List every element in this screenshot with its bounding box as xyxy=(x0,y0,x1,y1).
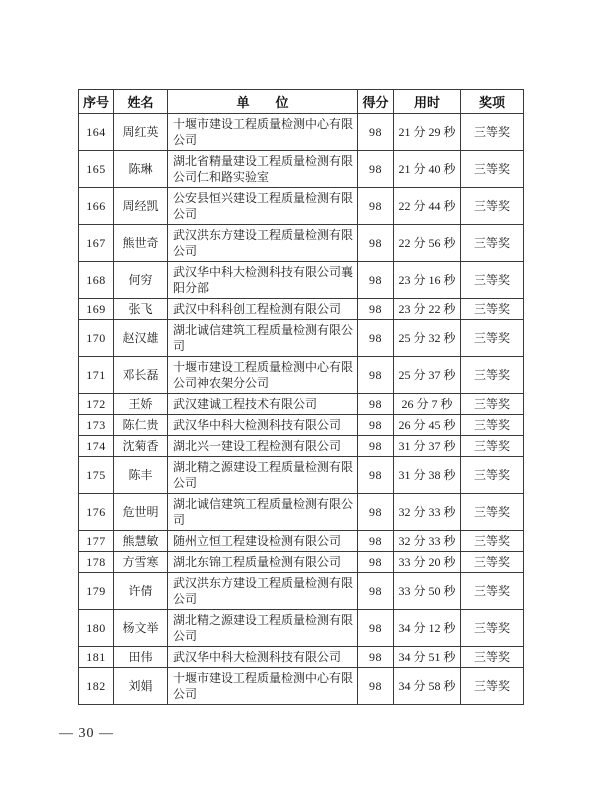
cell-name: 田伟 xyxy=(114,647,168,668)
cell-name: 方雪寒 xyxy=(114,552,168,573)
cell-unit: 武汉华中科大检测科技有限公司 xyxy=(168,415,358,436)
cell-time: 25 分 32 秒 xyxy=(394,320,461,357)
cell-unit: 湖北诚信建筑工程质量检测有限公司 xyxy=(168,320,358,357)
cell-name: 陈仁贵 xyxy=(114,415,168,436)
table-row xyxy=(79,262,524,299)
cell-name: 邓长磊 xyxy=(114,357,168,394)
cell-no: 182 xyxy=(79,668,114,705)
cell-name: 危世明 xyxy=(114,494,168,531)
cell-score: 98 xyxy=(358,647,394,668)
header-no: 序号 xyxy=(79,90,114,114)
cell-time: 34 分 58 秒 xyxy=(394,668,461,705)
cell-name: 张飞 xyxy=(114,299,168,320)
cell-award: 三等奖 xyxy=(461,262,524,299)
table-row xyxy=(79,552,524,573)
cell-time: 26 分 7 秒 xyxy=(394,394,461,415)
cell-award: 三等奖 xyxy=(461,573,524,610)
table-row xyxy=(79,225,524,262)
cell-no: 170 xyxy=(79,320,114,357)
cell-score: 98 xyxy=(358,531,394,552)
cell-award: 三等奖 xyxy=(461,151,524,188)
cell-award: 三等奖 xyxy=(461,320,524,357)
cell-score: 98 xyxy=(358,573,394,610)
cell-unit: 湖北省精量建设工程质量检测有限公司仁和路实验室 xyxy=(168,151,358,188)
table-header-row xyxy=(79,90,524,114)
table-row xyxy=(79,494,524,531)
header-award: 奖项 xyxy=(461,90,524,114)
page-number: — 30 — xyxy=(59,726,114,741)
results-table xyxy=(78,89,524,705)
cell-no: 174 xyxy=(79,436,114,457)
cell-name: 熊慧敏 xyxy=(114,531,168,552)
cell-score: 98 xyxy=(358,394,394,415)
cell-score: 98 xyxy=(358,114,394,151)
cell-time: 21 分 29 秒 xyxy=(394,114,461,151)
cell-no: 176 xyxy=(79,494,114,531)
cell-award: 三等奖 xyxy=(461,299,524,320)
cell-time: 33 分 50 秒 xyxy=(394,573,461,610)
cell-name: 沈菊香 xyxy=(114,436,168,457)
table-row xyxy=(79,610,524,647)
table-row xyxy=(79,114,524,151)
table-row xyxy=(79,299,524,320)
cell-unit: 十堰市建设工程质量检测中心有限公司 xyxy=(168,114,358,151)
cell-award: 三等奖 xyxy=(461,457,524,494)
cell-no: 181 xyxy=(79,647,114,668)
cell-score: 98 xyxy=(358,225,394,262)
cell-award: 三等奖 xyxy=(461,647,524,668)
cell-award: 三等奖 xyxy=(461,436,524,457)
cell-no: 180 xyxy=(79,610,114,647)
table-row xyxy=(79,415,524,436)
cell-unit: 湖北诚信建筑工程质量检测有限公司 xyxy=(168,494,358,531)
cell-award: 三等奖 xyxy=(461,394,524,415)
cell-time: 26 分 45 秒 xyxy=(394,415,461,436)
cell-name: 刘娟 xyxy=(114,668,168,705)
table-row xyxy=(79,188,524,225)
cell-no: 167 xyxy=(79,225,114,262)
table-row xyxy=(79,531,524,552)
cell-unit: 公安县恒兴建设工程质量检测有限公司 xyxy=(168,188,358,225)
header-name: 姓名 xyxy=(114,90,168,114)
cell-unit: 湖北精之源建设工程质量检测有限公司 xyxy=(168,457,358,494)
cell-award: 三等奖 xyxy=(461,225,524,262)
cell-time: 25 分 37 秒 xyxy=(394,357,461,394)
cell-award: 三等奖 xyxy=(461,415,524,436)
cell-unit: 湖北东锦工程质量检测有限公司 xyxy=(168,552,358,573)
cell-time: 31 分 37 秒 xyxy=(394,436,461,457)
cell-no: 175 xyxy=(79,457,114,494)
cell-name: 熊世奇 xyxy=(114,225,168,262)
table-row xyxy=(79,394,524,415)
cell-name: 陈丰 xyxy=(114,457,168,494)
cell-award: 三等奖 xyxy=(461,531,524,552)
cell-unit: 武汉洪东方建设工程质量检测有限公司 xyxy=(168,573,358,610)
cell-time: 33 分 20 秒 xyxy=(394,552,461,573)
cell-name: 赵汉雄 xyxy=(114,320,168,357)
header-score: 得分 xyxy=(358,90,394,114)
cell-score: 98 xyxy=(358,299,394,320)
cell-score: 98 xyxy=(358,151,394,188)
cell-no: 173 xyxy=(79,415,114,436)
cell-award: 三等奖 xyxy=(461,610,524,647)
cell-unit: 十堰市建设工程质量检测中心有限公司 xyxy=(168,668,358,705)
cell-no: 166 xyxy=(79,188,114,225)
cell-score: 98 xyxy=(358,457,394,494)
cell-unit: 武汉建诚工程技术有限公司 xyxy=(168,394,358,415)
cell-no: 178 xyxy=(79,552,114,573)
cell-score: 98 xyxy=(358,668,394,705)
cell-score: 98 xyxy=(358,610,394,647)
header-time: 用时 xyxy=(394,90,461,114)
cell-time: 21 分 40 秒 xyxy=(394,151,461,188)
cell-score: 98 xyxy=(358,436,394,457)
cell-unit: 随州立恒工程建设检测有限公司 xyxy=(168,531,358,552)
cell-award: 三等奖 xyxy=(461,494,524,531)
cell-time: 23 分 16 秒 xyxy=(394,262,461,299)
cell-award: 三等奖 xyxy=(461,188,524,225)
cell-no: 168 xyxy=(79,262,114,299)
cell-no: 177 xyxy=(79,531,114,552)
table-row xyxy=(79,357,524,394)
table-row xyxy=(79,457,524,494)
cell-no: 164 xyxy=(79,114,114,151)
cell-time: 34 分 51 秒 xyxy=(394,647,461,668)
table-row xyxy=(79,647,524,668)
cell-score: 98 xyxy=(358,262,394,299)
cell-unit: 湖北兴一建设工程检测有限公司 xyxy=(168,436,358,457)
cell-time: 34 分 12 秒 xyxy=(394,610,461,647)
header-unit: 单 位 xyxy=(168,90,358,114)
cell-unit: 武汉中科科创工程检测有限公司 xyxy=(168,299,358,320)
cell-name: 周经凯 xyxy=(114,188,168,225)
cell-score: 98 xyxy=(358,188,394,225)
cell-name: 王娇 xyxy=(114,394,168,415)
cell-time: 32 分 33 秒 xyxy=(394,531,461,552)
cell-score: 98 xyxy=(358,552,394,573)
cell-name: 陈琳 xyxy=(114,151,168,188)
cell-unit: 湖北精之源建设工程质量检测有限公司 xyxy=(168,610,358,647)
cell-time: 32 分 33 秒 xyxy=(394,494,461,531)
cell-no: 179 xyxy=(79,573,114,610)
cell-time: 23 分 22 秒 xyxy=(394,299,461,320)
cell-no: 172 xyxy=(79,394,114,415)
table-row xyxy=(79,573,524,610)
table-row xyxy=(79,320,524,357)
cell-time: 31 分 38 秒 xyxy=(394,457,461,494)
cell-award: 三等奖 xyxy=(461,357,524,394)
table-body xyxy=(79,114,524,705)
cell-unit: 武汉华中科大检测科技有限公司 xyxy=(168,647,358,668)
cell-no: 171 xyxy=(79,357,114,394)
cell-score: 98 xyxy=(358,494,394,531)
cell-award: 三等奖 xyxy=(461,114,524,151)
cell-unit: 十堰市建设工程质量检测中心有限公司神农架分公司 xyxy=(168,357,358,394)
table-row xyxy=(79,436,524,457)
cell-time: 22 分 44 秒 xyxy=(394,188,461,225)
table-row xyxy=(79,151,524,188)
cell-time: 22 分 56 秒 xyxy=(394,225,461,262)
cell-name: 杨文举 xyxy=(114,610,168,647)
cell-name: 周红英 xyxy=(114,114,168,151)
cell-score: 98 xyxy=(358,415,394,436)
cell-unit: 武汉洪东方建设工程质量检测有限公司 xyxy=(168,225,358,262)
cell-score: 98 xyxy=(358,357,394,394)
table-row xyxy=(79,668,524,705)
cell-award: 三等奖 xyxy=(461,668,524,705)
cell-name: 何穷 xyxy=(114,262,168,299)
cell-award: 三等奖 xyxy=(461,552,524,573)
cell-no: 169 xyxy=(79,299,114,320)
cell-score: 98 xyxy=(358,320,394,357)
cell-name: 许倩 xyxy=(114,573,168,610)
cell-unit: 武汉华中科大检测科技有限公司襄阳分部 xyxy=(168,262,358,299)
cell-no: 165 xyxy=(79,151,114,188)
